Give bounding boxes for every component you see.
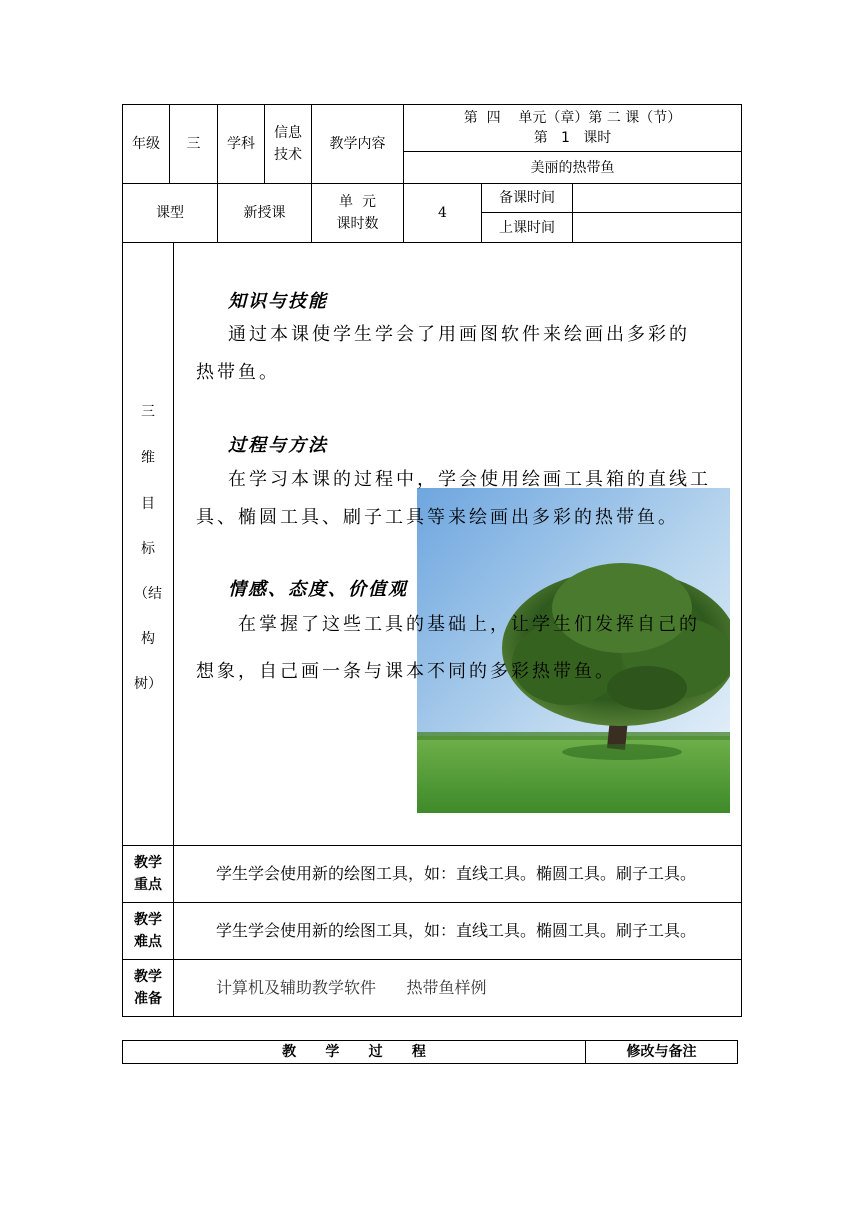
- objective-text-line: 具、椭圆工具、刷子工具等来绘画出多彩的热带鱼。: [196, 507, 679, 528]
- objective-text-line: 热带鱼。: [196, 362, 280, 383]
- difficulties-label-line2: 难点: [134, 934, 162, 950]
- class-time-label: 上课时间: [499, 219, 555, 236]
- notes-header: 修改与备注: [626, 1044, 697, 1060]
- side-char: 目: [141, 496, 155, 512]
- preparation-label-line1: 教学: [134, 969, 162, 985]
- unit-period-cell: [404, 105, 741, 151]
- subject-value: [265, 105, 311, 183]
- grade-value: 三: [186, 136, 201, 152]
- side-char: （结: [134, 586, 162, 602]
- side-char: 树）: [134, 676, 162, 692]
- key-points-label: [123, 846, 173, 902]
- lesson-type-value: 新授课: [243, 205, 286, 221]
- preparation-text: 计算机及辅助教学软件 热带鱼样例: [216, 978, 487, 997]
- objective-text-line: 想象，自己画一条与课本不同的多彩热带鱼。: [196, 661, 616, 682]
- objective-heading-attitude: 情感、态度、价值观: [228, 579, 408, 600]
- unit-line: 第 四 单元（章）第 二 课（节）: [463, 110, 682, 126]
- subject-value-line1: 信息: [274, 125, 302, 141]
- tree-photo: [417, 488, 730, 813]
- unit-hours-label-line2: 课时数: [336, 216, 379, 232]
- side-char: 维: [141, 450, 155, 466]
- objective-heading-knowledge: 知识与技能: [228, 291, 328, 312]
- objective-text-line: 在学习本课的过程中，学会使用绘画工具箱的直线工: [228, 469, 711, 490]
- key-points-label-line2: 重点: [134, 877, 162, 893]
- grade-label: 年级: [132, 136, 160, 152]
- side-char: 构: [141, 631, 155, 647]
- key-points-text: 学生学会使用新的绘图工具，如：直线工具。椭圆工具。刷子工具。: [216, 864, 697, 883]
- preparation-label: [123, 960, 173, 1016]
- unit-hours-label: [312, 184, 403, 242]
- prep-time-value: [573, 184, 741, 212]
- difficulties-label: [123, 903, 173, 959]
- lesson-type-label: 课型: [156, 205, 184, 221]
- class-time-value: [573, 213, 741, 242]
- difficulties-text: 学生学会使用新的绘图工具，如：直线工具。椭圆工具。刷子工具。: [216, 921, 697, 940]
- subject-value-line2: 技术: [274, 147, 302, 163]
- content-label: 教学内容: [329, 136, 386, 152]
- objectives-side-label: [123, 243, 173, 845]
- period-line: 第 1 课时: [533, 130, 612, 146]
- unit-hours-value: 4: [438, 205, 447, 221]
- objective-text-line: 在掌握了这些工具的基础上，让学生们发挥自己的: [238, 614, 700, 635]
- subject-label: 学科: [227, 136, 255, 152]
- preparation-label-line2: 准备: [134, 991, 162, 1007]
- process-header: 教 学 过 程: [282, 1044, 426, 1060]
- objective-text-line: 通过本课使学生学会了用画图软件来绘画出多彩的: [228, 324, 690, 345]
- side-char: 三: [141, 404, 155, 420]
- key-points-label-line1: 教学: [134, 855, 162, 871]
- difficulties-label-line1: 教学: [134, 912, 162, 928]
- objective-heading-process: 过程与方法: [228, 435, 328, 456]
- side-char: 标: [141, 541, 155, 557]
- unit-hours-label-line1: 单 元: [339, 194, 376, 210]
- lesson-title: 美丽的热带鱼: [530, 159, 615, 176]
- process-table-header: [122, 1040, 738, 1064]
- prep-time-label: 备课时间: [499, 190, 555, 206]
